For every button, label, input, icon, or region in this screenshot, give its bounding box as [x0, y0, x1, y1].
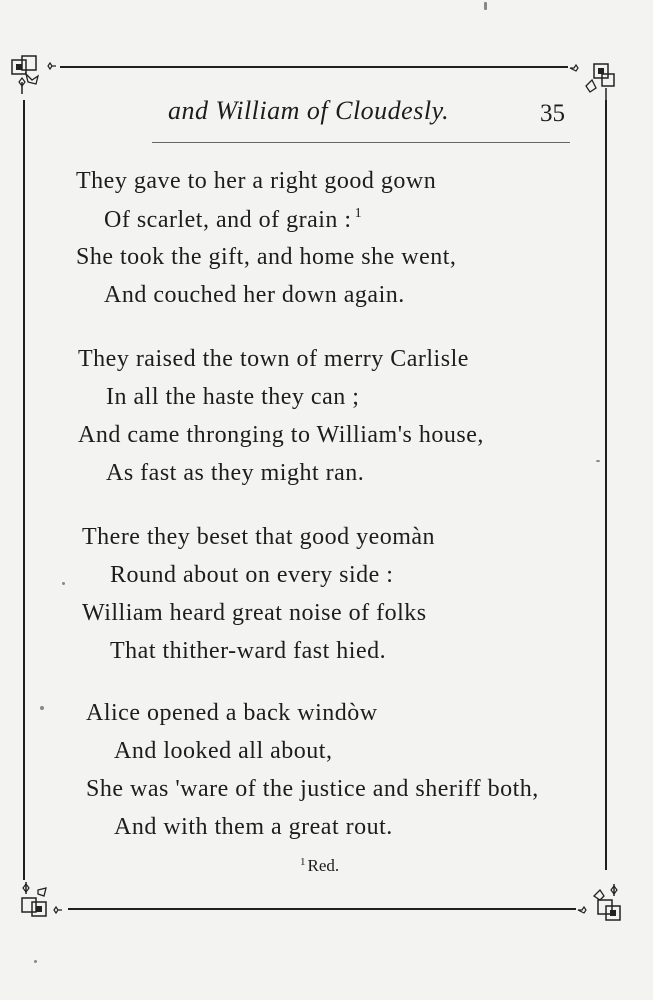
frame-bottom-rule — [68, 908, 576, 910]
header-rule — [152, 142, 570, 143]
corner-ornament-icon — [16, 880, 66, 924]
verse-line: There they beset that good yeomàn — [82, 524, 436, 550]
verse-line: Of scarlet, and of grain : $^1$ — [104, 206, 363, 233]
verse-line: That thither-ward fast hied. — [110, 638, 387, 664]
footnote — [300, 856, 339, 876]
verse-line: And came thronging to William's house, — [78, 422, 484, 448]
frame-top-rule — [60, 66, 568, 68]
verse-line: As fast as they might ran. — [106, 460, 365, 486]
verse-line: Alice opened a back windòw — [86, 700, 378, 726]
footnote-mark: 1 — [300, 856, 306, 868]
footnote-text: Red. — [307, 856, 340, 875]
corner-ornament-icon — [576, 882, 626, 926]
corner-ornament-icon — [8, 52, 58, 96]
paper-speck — [596, 460, 600, 462]
verse-line: They gave to her a right good gown — [76, 168, 437, 194]
verse-line: Round about on every side : — [110, 562, 394, 588]
paper-speck — [484, 2, 487, 10]
footnote-reference: 1 — [354, 206, 363, 221]
verse-line: And looked all about, — [114, 738, 333, 764]
running-title: and William of Cloudesly. — [168, 96, 450, 125]
frame-left-rule — [23, 100, 25, 880]
paper-speck — [40, 706, 44, 710]
verse-line: She was 'ware of the justice and sheriff both, — [86, 776, 539, 802]
corner-ornament-icon — [568, 56, 618, 100]
frame-right-rule — [605, 100, 607, 870]
verse-line: And with them a great rout. — [114, 814, 393, 840]
paper-speck — [62, 582, 65, 585]
verse-line: They raised the town of merry Carlisle — [78, 346, 469, 372]
paper-speck — [34, 960, 37, 963]
verse-line: William heard great noise of folks — [82, 600, 427, 626]
verse-line: In all the haste they can ; — [106, 384, 360, 410]
verse-line: And couched her down again. — [104, 282, 405, 308]
verse-line: She took the gift, and home she went, — [76, 244, 457, 270]
page-number: 35 — [540, 100, 565, 127]
